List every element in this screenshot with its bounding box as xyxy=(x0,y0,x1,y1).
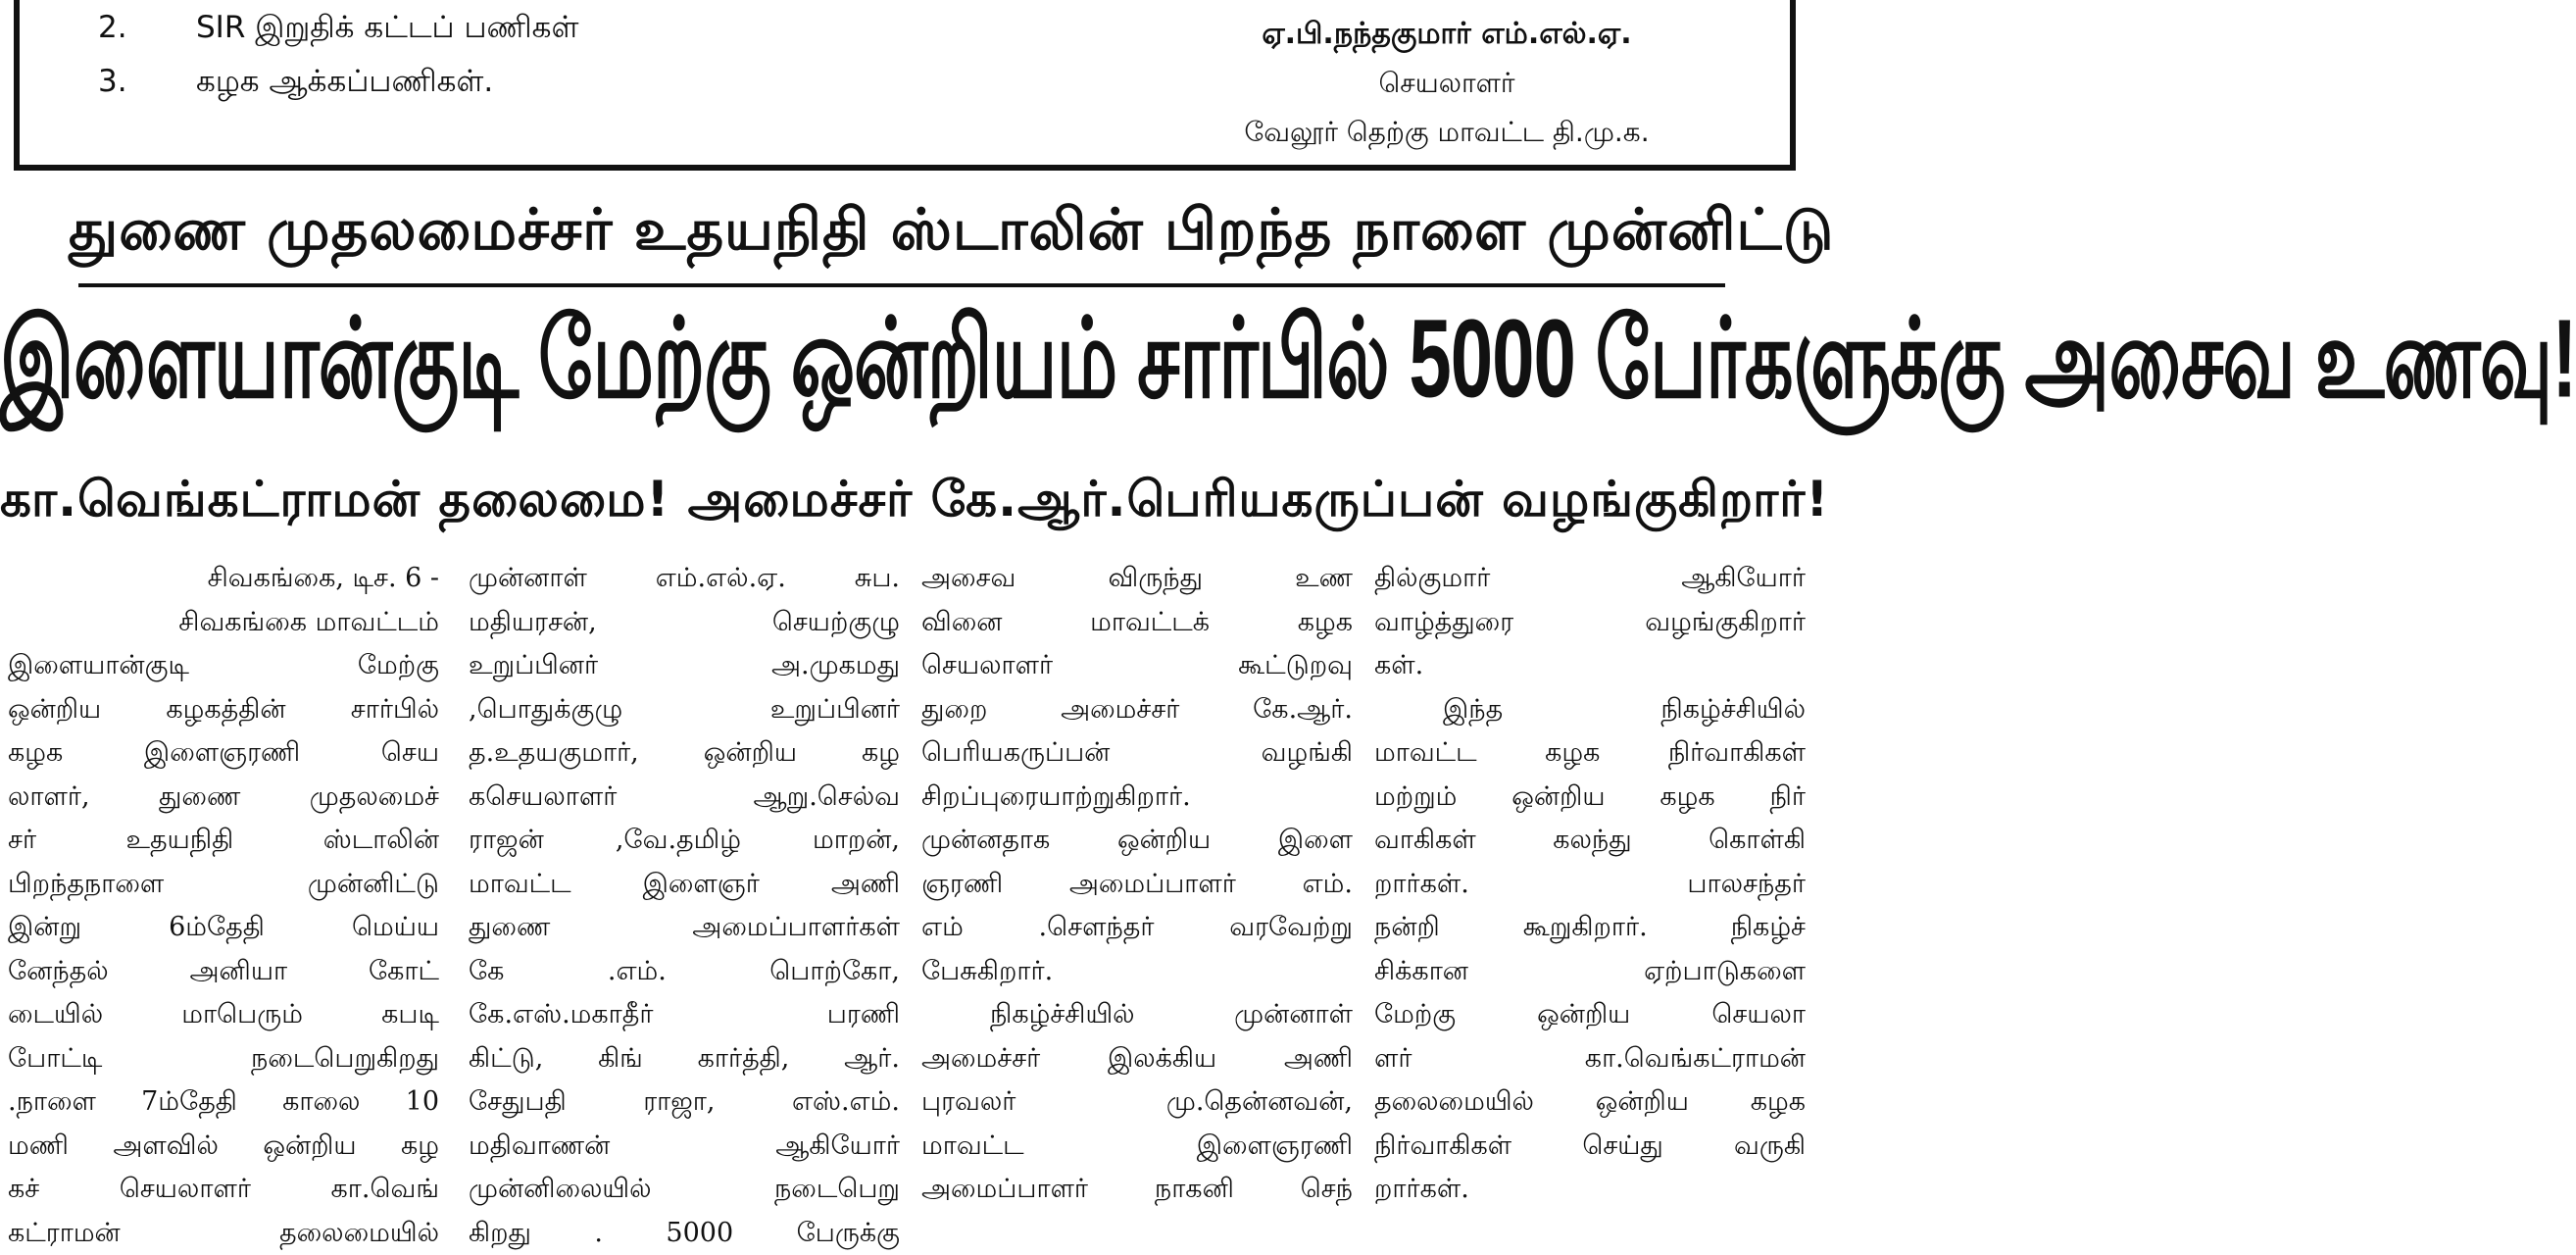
article-text-line: கட்ராமன் தலைமையில் xyxy=(8,1212,439,1255)
article-headline: இளையான்குடி மேற்கு ஒன்றியம் சார்பில் 5000 பேர்களுக்கு அசைவ உணவு! xyxy=(0,294,1802,437)
article-text-line: பெரியகருப்பன் வழங்கி xyxy=(921,731,1353,776)
article-text-line: கச் செயலாளர் கா.வெங் xyxy=(8,1168,439,1212)
agenda-number: 3. xyxy=(98,64,196,99)
signature-block xyxy=(1192,0,1702,157)
article-subheadline: கா.வெங்கட்ராமன் தலைமை! அமைச்சர் கே.ஆர்.பெரியகருப்பன் வழங்குகிறார்! xyxy=(0,471,1802,534)
article-text-line: ஞரணி அமைப்பாளர் எம். xyxy=(921,863,1353,907)
article-text-line: நன்றி கூறுகிறார். நிகழ்ச் xyxy=(1374,906,1806,950)
article-column-2 xyxy=(469,557,900,1255)
article-text-line: வினை மாவட்டக் கழக xyxy=(921,601,1353,645)
article-column-1 xyxy=(8,557,439,1255)
article-text-line: லாளர், துணை முதலமைச் xyxy=(8,776,439,820)
article-text-line: அசைவ விருந்து உண xyxy=(921,557,1353,601)
agenda-number: 2. xyxy=(98,10,196,45)
agenda-item xyxy=(98,64,493,103)
signature-role: செயலாளர் xyxy=(1192,59,1702,108)
article-text-line: டையில் மாபெரும் கபடி xyxy=(8,993,439,1037)
article-text-line: மதியரசன், செயற்குழு xyxy=(469,601,900,645)
article-text-line: மேற்கு ஒன்றிய செயலா xyxy=(1374,993,1806,1037)
article-text-line: சிவகங்கை மாவட்டம் xyxy=(8,601,439,645)
article-text-line: இளையான்குடி மேற்கு xyxy=(8,644,439,688)
article-text-line: துணை அமைப்பாளர்கள் xyxy=(469,906,900,950)
article-text-line: துறை அமைச்சர் கே.ஆர். xyxy=(921,688,1353,732)
article-text-line: சர் உதயநிதி ஸ்டாலின் xyxy=(8,819,439,863)
article-kicker: துணை முதலமைச்சர் உதயநிதி ஸ்டாலின் பிறந்த நாளை முன்னிட்டு xyxy=(69,196,1735,271)
kicker-underline xyxy=(78,283,1725,287)
article-text-line: பேசுகிறார். xyxy=(921,950,1353,994)
article-text-line: றார்கள். xyxy=(1374,1168,1806,1212)
article-text-line: இன்று 6ம்தேதி மெய்ய xyxy=(8,906,439,950)
agenda-item xyxy=(98,10,578,49)
article-text-line: உறுப்பினர் அ.முகமது xyxy=(469,644,900,688)
signature-name: ஏ.பி.நந்தகுமார் எம்.எல்.ஏ. xyxy=(1192,10,1702,59)
article-text-line: சிக்கான ஏற்பாடுகளை xyxy=(1374,950,1806,994)
article-text-line: புரவலர் மு.தென்னவன், xyxy=(921,1080,1353,1125)
article-text-line: நிகழ்ச்சியில் முன்னாள் xyxy=(921,993,1353,1037)
article-text-line: தில்குமார் ஆகியோர் xyxy=(1374,557,1806,601)
article-text-line: வாகிகள் கலந்து கொள்கி xyxy=(1374,819,1806,863)
article-text-line: சிறப்புரையாற்றுகிறார். xyxy=(921,776,1353,820)
article-text-line: நிர்வாகிகள் செய்து வருகி xyxy=(1374,1125,1806,1169)
article-text-line: .நாளை 7ம்தேதி காலை 10 xyxy=(8,1080,439,1125)
article-text-line: கிட்டு, கிங் கார்த்தி, ஆர். xyxy=(469,1037,900,1081)
article-text-line: போட்டி நடைபெறுகிறது xyxy=(8,1037,439,1081)
article-text-line: கே .எம். பொற்கோ, xyxy=(469,950,900,994)
article-text-line: பிறந்தநாளை முன்னிட்டு xyxy=(8,863,439,907)
article-text-line: சேதுபதி ராஜா, எஸ்.எம். xyxy=(469,1080,900,1125)
article-column-4 xyxy=(1374,557,1806,1212)
article-text-line: னேந்தல் அனியா கோட் xyxy=(8,950,439,994)
article-text-line: முன்னிலையில் நடைபெறு xyxy=(469,1168,900,1212)
article-text-line: செயலாளர் கூட்டுறவு xyxy=(921,644,1353,688)
article-text-line: ளர் கா.வெங்கட்ராமன் xyxy=(1374,1037,1806,1081)
article-text-line: முன்னதாக ஒன்றிய இளை xyxy=(921,819,1353,863)
article-text-line: அமைப்பாளர் நாகனி செந் xyxy=(921,1168,1353,1212)
article-text-line: கசெயலாளர் ஆறு.செல்வ xyxy=(469,776,900,820)
article-text-line: முன்னாள் எம்.எல்.ஏ. சுப. xyxy=(469,557,900,601)
article-text-line: ,பொதுக்குழு உறுப்பினர் xyxy=(469,688,900,732)
article-text-line: றார்கள். பாலசந்தர் xyxy=(1374,863,1806,907)
article-text-line: தலைமையில் ஒன்றிய கழக xyxy=(1374,1080,1806,1125)
article-text-line: கிறது . 5000 பேருக்கு xyxy=(469,1212,900,1255)
article-column-3 xyxy=(921,557,1353,1212)
article-text-line: இந்த நிகழ்ச்சியில் xyxy=(1374,688,1806,732)
article-text-line: எம் .சௌந்தர் வரவேற்று xyxy=(921,906,1353,950)
article-text-line: ஒன்றிய கழகத்தின் சார்பில் xyxy=(8,688,439,732)
article-text-line: மதிவாணன் ஆகியோர் xyxy=(469,1125,900,1169)
agenda-text: SIR இறுதிக் கட்டப் பணிகள் xyxy=(196,10,578,45)
article-text-line: மணி அளவில் ஒன்றிய கழ xyxy=(8,1125,439,1169)
article-text-line: கள். xyxy=(1374,644,1806,688)
article-text-line: த.உதயகுமார், ஒன்றிய கழ xyxy=(469,731,900,776)
article-text-line: வாழ்த்துரை வழங்குகிறார் xyxy=(1374,601,1806,645)
article-text-line: மாவட்ட இளைஞர் அணி xyxy=(469,863,900,907)
article-text-line: கழக இளைஞரணி செய xyxy=(8,731,439,776)
article-text-line: அமைச்சர் இலக்கிய அணி xyxy=(921,1037,1353,1081)
article-text-line: சிவகங்கை, டிச. 6 - xyxy=(8,557,439,601)
article-text-line: மாவட்ட கழக நிர்வாகிகள் xyxy=(1374,731,1806,776)
agenda-text: கழக ஆக்கப்பணிகள். xyxy=(196,64,493,99)
article-text-line: மற்றும் ஒன்றிய கழக நிர் xyxy=(1374,776,1806,820)
signature-organization: வேலூர் தெற்கு மாவட்ட தி.மு.க. xyxy=(1192,108,1702,157)
notice-box xyxy=(14,0,1796,171)
article-text-line: ராஜன் ,வே.தமிழ் மாறன், xyxy=(469,819,900,863)
article-text-line: மாவட்ட இளைஞரணி xyxy=(921,1125,1353,1169)
article-text-line: கே.எஸ்.மகாதீர் பரணி xyxy=(469,993,900,1037)
